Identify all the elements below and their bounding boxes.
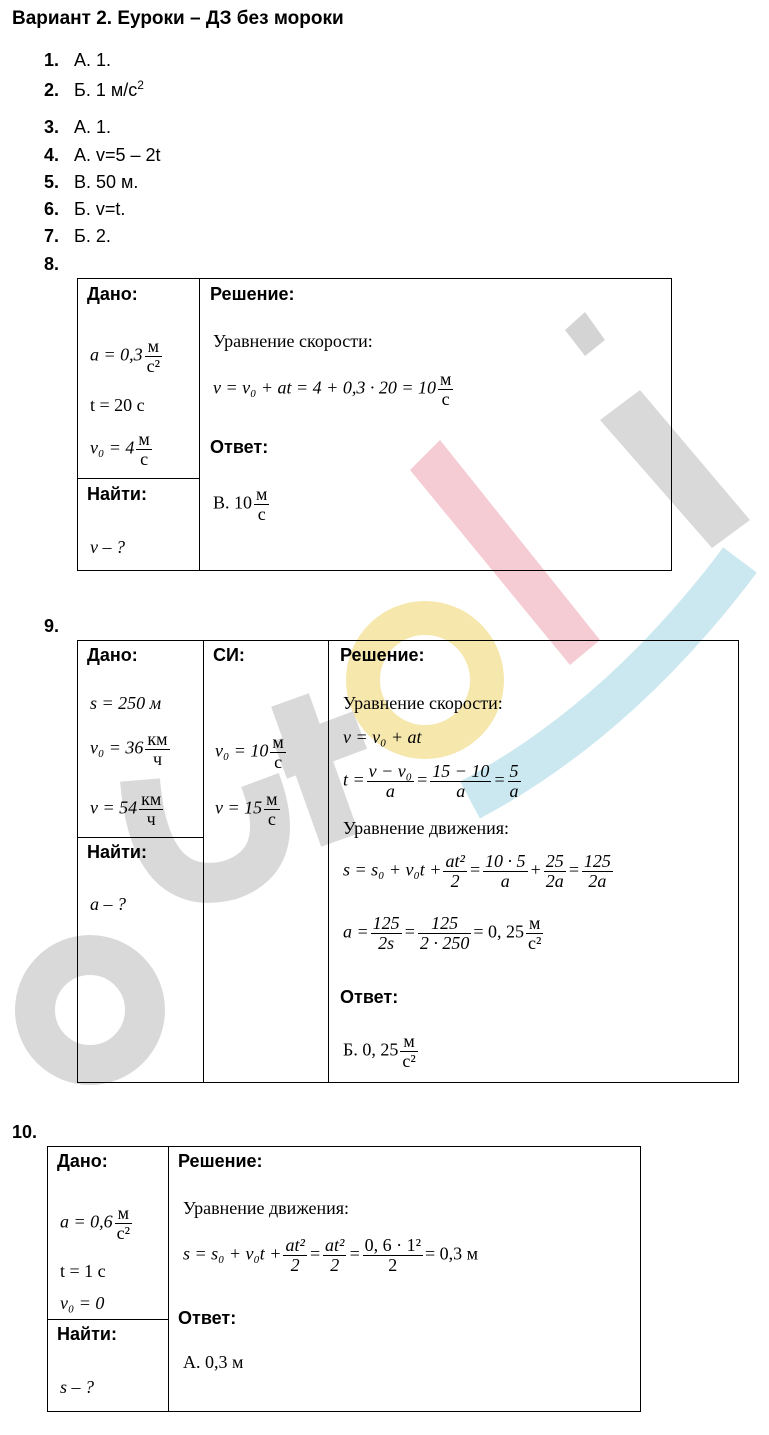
p9-given-label: Дано: xyxy=(87,645,138,665)
p10-answer: А. 0,3 м xyxy=(183,1352,244,1372)
p10-solution-label: Решение: xyxy=(178,1151,263,1171)
p8-given-t: t = 20 с xyxy=(90,395,145,415)
p9-find-label: Найти: xyxy=(87,842,147,862)
p9-eq3-title: Уравнение движения: xyxy=(343,818,510,838)
p10-given-a: a = 0,6 $\frac{м}{\text{с²}}$ xyxy=(60,1203,131,1243)
p8-given-a: a = 0,3 $\frac{м}{\text{с²}}$ xyxy=(90,336,161,376)
p10-given-v0: v₀ = 0 xyxy=(60,1293,105,1313)
p9-answer: Б. 0, 25 $\frac{м}{\text{с²}}$ xyxy=(343,1031,416,1071)
p10-eq: s = s₀ + v₀t + $\frac{\text{at²}}{2}$ = $\frac{\text{at²}}{2}$ = $\frac{\text{0, 6 · 1²}}{2}$ = 0,3 м xyxy=(183,1235,479,1275)
p9-si-v0: v₀ = 10 $\frac{м}{с}$ xyxy=(215,732,284,772)
answer-1: 1. А. 1. xyxy=(44,50,112,70)
p8-find-label: Найти: xyxy=(87,484,147,504)
p9-given-s: s = 250 м xyxy=(90,693,162,713)
p9-eq3: s = s₀ + v₀t + $\frac{\text{at²}}{2}$ = $\frac{10 \cdot 5}{a}$ + $\frac{25}{2a}$ = $\frac{125}{2a}$ xyxy=(343,851,611,891)
p9-si-v: v = 15 $\frac{м}{с}$ xyxy=(215,789,278,829)
p10-answer-label: Ответ: xyxy=(178,1308,237,1328)
p8-find: v – ? xyxy=(90,537,125,557)
page-title: Вариант 2. Еуроки – ДЗ без мороки xyxy=(12,8,344,29)
problem-9-number: 9. xyxy=(44,616,60,636)
p9-given-v: v = 54 $\frac{км}{ч}$ xyxy=(90,789,162,829)
answer-7: 7. Б. 2. xyxy=(44,226,111,246)
answer-4: 4. А. v=5 – 2t xyxy=(44,145,161,165)
problem-8-number: 8. xyxy=(44,254,60,274)
p9-eq4: a = $\frac{125}{2s}$ = $\frac{125}{2 \cdot 250}$ = 0, 25 $\frac{м}{\text{с²}}$ xyxy=(343,913,542,953)
p9-find: a – ? xyxy=(90,894,126,914)
p10-find-label: Найти: xyxy=(57,1324,117,1344)
p8-given-label: Дано: xyxy=(87,284,138,304)
problem-10-number: 10. xyxy=(12,1122,38,1142)
p8-answer-label: Ответ: xyxy=(210,437,269,457)
p9-si-label: СИ: xyxy=(213,645,245,665)
p10-find: s – ? xyxy=(60,1377,95,1397)
answer-2: 2. Б. 1 $м/с^2$ xyxy=(44,78,144,100)
p8-eq: v = v₀ + at = 4 + 0,3 · 20 = 10 $\frac{м}{с}$ xyxy=(213,369,452,409)
answer-6: 6. Б. v=t. xyxy=(44,199,126,219)
p8-eq-title: Уравнение скорости: xyxy=(213,331,373,351)
p9-solution-label: Решение: xyxy=(340,645,425,665)
p9-eq1-title: Уравнение скорости: xyxy=(343,693,503,713)
p8-answer: В. 10 $\frac{м}{с}$ xyxy=(213,484,268,524)
p10-eq-title: Уравнение движения: xyxy=(183,1198,350,1218)
answer-3: 3. А. 1. xyxy=(44,117,112,137)
p8-given-v0: v₀ = 4 $\frac{м}{с}$ xyxy=(90,429,150,469)
p8-solution-label: Решение: xyxy=(210,284,295,304)
problem-10-table xyxy=(47,1146,641,1412)
answer-5: 5. В. 50 м. xyxy=(44,172,139,192)
p10-given-label: Дано: xyxy=(57,1151,108,1171)
p9-answer-label: Ответ: xyxy=(340,987,399,1007)
p9-given-v0: v₀ = 36 $\frac{км}{ч}$ xyxy=(90,729,168,769)
p9-eq2: t = $\frac{\text{v − v₀}}{a}$ = $\frac{15 - 10}{a}$ = $\frac{5}{a}$ xyxy=(343,761,519,801)
p10-given-t: t = 1 с xyxy=(60,1261,106,1281)
p9-eq1: v = v₀ + at xyxy=(343,727,422,747)
problem-8-table xyxy=(77,278,672,571)
